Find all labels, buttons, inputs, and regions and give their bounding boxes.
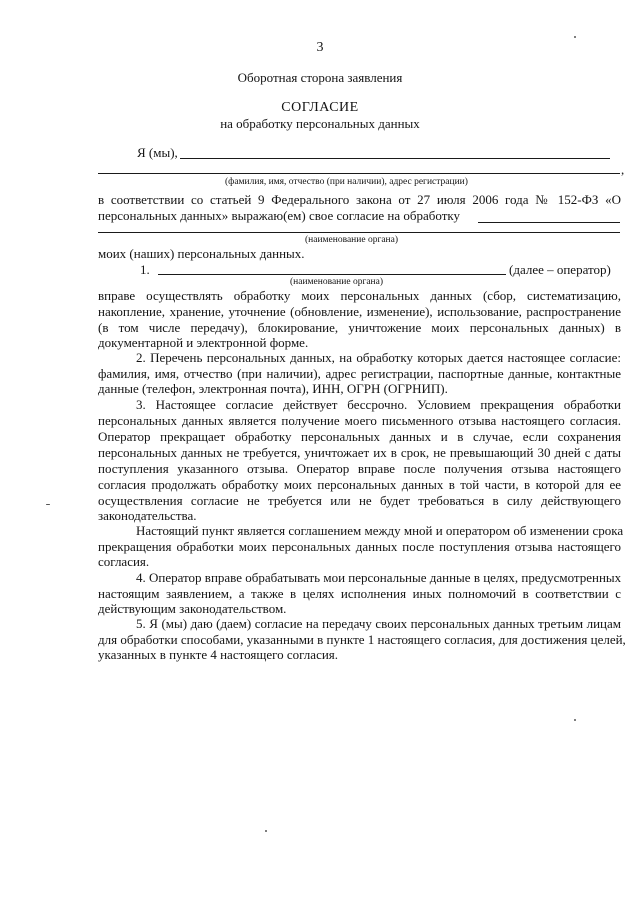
item1-operator: (далее – оператор)	[509, 262, 611, 277]
para3-line: поступления указанного отзыва. Оператор вправе после получения отзыва настоящего	[98, 461, 621, 476]
para4-line: Настоящий пункт является соглашением между мной и оператором об изменении срока	[136, 523, 624, 538]
para2-line: 2. Перечень персональных данных, на обработку которых дается настоящее согласие:	[136, 350, 621, 365]
item1-number: 1.	[140, 262, 150, 277]
own-data-line: моих (наших) персональных данных.	[98, 246, 305, 261]
organ-line-2	[158, 274, 506, 275]
applicant-label: Я (мы),	[137, 145, 178, 160]
para3-line: согласия продолжать обработку моих персональных данных в той части, в которой для ее	[98, 477, 621, 492]
organ-line-1b	[98, 232, 620, 233]
caption-organ-1: (наименование органа)	[305, 235, 399, 245]
reverse-side-title: Оборотная сторона заявления	[237, 70, 403, 85]
para5-line: настоящим заявлением, а также в целях исполнения иных полномочий в соответствии с	[98, 586, 621, 601]
consent-subtitle: на обработку персональных данных	[220, 116, 420, 131]
para3-line: персональных данных является получение моего письменного отзыва настоящего согласия.	[98, 413, 621, 428]
page-number: 3	[316, 40, 324, 55]
scan-speck	[574, 36, 576, 38]
organ-line-1a	[478, 222, 620, 223]
para4-line: прекращения обработки моих персональных данных после поступления отзыва настоящего	[98, 539, 621, 554]
para6-last: указанных в пункте 4 настоящего согласия.	[98, 647, 339, 662]
caption-fio: (фамилия, имя, отчество (при наличии), адрес регистрации)	[225, 177, 468, 187]
para3-line: осуществления согласие не требуется или не будет требоваться в силу действующего	[98, 493, 621, 508]
applicant-address-line	[98, 173, 620, 174]
para3-line: 3. Настоящее согласие действует бессрочно. Условием прекращения обработки	[136, 397, 621, 412]
para4-last: согласия.	[98, 554, 150, 569]
para2-last: данные (телефон, электронная почта), ИНН, ОГРН (ОГРНИП).	[98, 381, 448, 396]
para1-line: вправе осуществлять обработку моих персональных данных (сбор, систематизацию,	[98, 288, 621, 303]
scan-speck	[574, 719, 576, 721]
scan-speck	[265, 830, 267, 832]
para1-last: документарной и электронной форме.	[98, 335, 309, 350]
consent-title: СОГЛАСИЕ	[281, 100, 359, 115]
para6-line: для обработки способами, указанными в пункте 1 настоящего согласия, для достижения целей,	[98, 632, 626, 647]
law-line-2: персональных данных» выражаю(ем) свое согласие на обработку	[98, 208, 461, 223]
para5-line: 4. Оператор вправе обрабатывать мои персональные данные в целях, предусмотренных	[136, 570, 622, 585]
para6-line: 5. Я (мы) даю (даем) согласие на передачу своих персональных данных третьим лицам	[136, 616, 621, 631]
para3-line: персональных данных не требуется, уничтожает их в срок, не превышающий 30 дней с даты	[98, 445, 621, 460]
para5-last: действующим законодательством.	[98, 601, 287, 616]
scan-speck	[46, 504, 50, 505]
applicant-line-comma: ,	[621, 162, 625, 177]
caption-organ-2: (наименование органа)	[290, 277, 384, 287]
para3-last: законодательства.	[98, 508, 197, 523]
para3-line: Оператор прекращает обработку персональных данных и в случае, если сохранения	[98, 429, 621, 444]
para1-line: накопление, хранение, уточнение (обновление, изменение), использование, распространение	[98, 304, 621, 319]
para2-line: фамилия, имя, отчество (при наличии), адрес регистрации, паспортные данные, контактные	[98, 366, 621, 381]
law-line-1: в соответствии со статьей 9 Федерального закона от 27 июля 2006 года № 152-ФЗ «О	[98, 192, 621, 207]
applicant-name-line	[180, 158, 610, 159]
para1-line: (в том числе передачу), блокирование, уничтожение моих персональных данных) в	[98, 320, 621, 335]
